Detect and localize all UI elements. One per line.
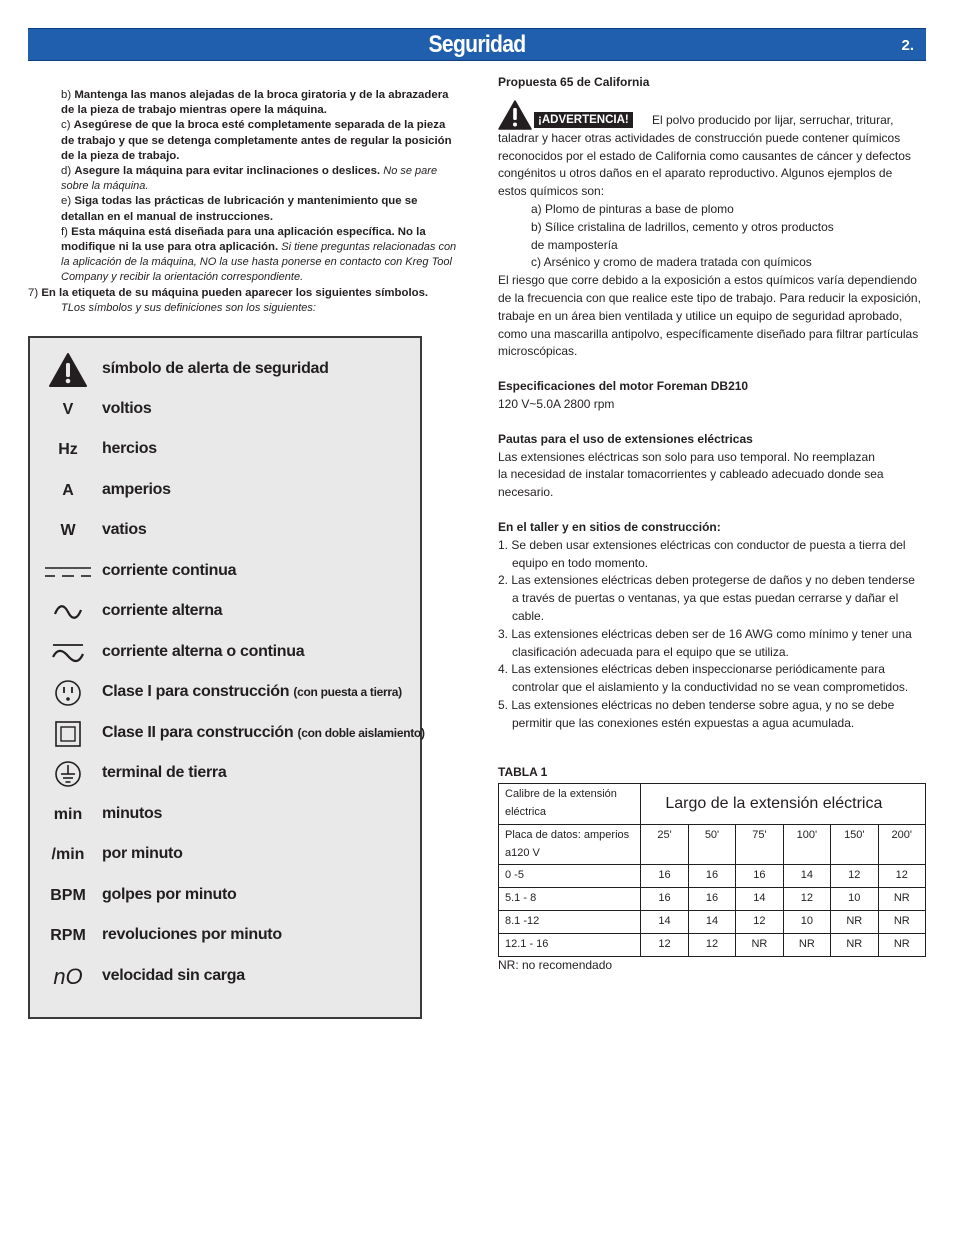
table-row: 12.1 - 16 12 12 NR NR NR NR: [499, 933, 926, 956]
symbol-label: por minuto: [102, 845, 183, 862]
no-load-speed-icon: nO: [53, 964, 83, 989]
symbol-row: [30, 957, 420, 997]
ac-dc-icon: [40, 633, 96, 673]
table-caption: TABLA 1: [498, 764, 548, 779]
warning-triangle-icon: [498, 100, 532, 130]
table-row: 5.1 - 8 16 16 14 12 10 NR: [499, 888, 926, 911]
prop65-heading: Propuesta 65 de California: [498, 75, 650, 89]
symbol-label: Clase II para construcción (con doble aislamiento): [102, 724, 425, 741]
symbol-row: [30, 390, 420, 430]
symbol-row: [30, 350, 420, 390]
symbol-row: [30, 633, 420, 673]
gauge-header: Calibre de la extensión eléctrica: [499, 784, 641, 825]
volts-icon: V: [62, 401, 74, 418]
symbol-label: revoluciones por minuto: [102, 926, 282, 943]
symbol-label: hercios: [102, 440, 157, 457]
right-column: Propuesta 65 de California ¡ADVERTENCIA! El polvo producido por lijar, serruchar, triturar, taladrar y hacer otras actividades de construcción puede contener químicos reconocidos por el estado de California como causantes de cáncer y defectos congénitos u otros daños en el aparato reproductivo. Algunos ejemplos de estos químicos son: a) Plomo de pinturas a base de plomo b) Sílice cristalina de ladrillos, cemento y otros productos de mampostería c) Arsénico y cromo de madera tratada con químicos El riesgo que corre debido a la exposición a estos químicos varía dependiendo de la frecuencia con que realice este tipo de trabajo. Para reducir la exposición, trabaje en un área bien ventilada y utilice un equipo de seguridad aprobado, como una mascarilla antipolvo, específicamente diseñado para filtrar partículas microscópicas. Especificaciones del motor Foreman DB210 120 V~5.0A 2800 rpm Pautas para el uso de extensiones eléctricas Las extensiones eléctricas son solo para uso temporal. No reemplazan la necesidad de instalar tomacorrientes y cableado adecuado donde sea necesario. En el taller y en sitios de construcción: 1. Se deben usar extensiones eléctricas con conductor de puesta a tierra del equipo en todo momento. 2. Las extensiones eléctricas deben protegerse de daños y no deben tenderse a través de puertas o ventanas, ya que estas puedan cerrarse y dañar el cable. 3. Las extensiones eléctricas deben ser de 16 AWG como mínimo y tener una clasificación adecuada para el equipo que se utiliza. 4. Las extensiones eléctricas deben inspeccionarse periódicamente para controlar que el aislamiento y la conductividad no se vean comprometidos. 5. Las extensiones eléctricas no deben tenderse sobre agua, y no se debe permitir que las conexiones estén expuestas a agua acumulada. TABLA 1 Calibre de la extensión eléctrica Largo de la extensión eléctrica Placa de datos: amperios a120 V 25' 50' 75' 100' 150' 200' 0 -5 16 16 16 14 12 12 5.1 - 8 16 16 14 12 10 NR 8.1 -12 14 14 12 10 NR NR 12.1 - 16 12 12 NR NR NR NR NR: no recomendado: [498, 74, 928, 974]
symbol-row: [30, 430, 420, 470]
list-item: b) Mantenga las manos alejadas de la broca giratoria y de la abrazadera de la pieza de trabajo mientras opere la máquina.: [61, 89, 449, 117]
per-minute-icon: /min: [51, 846, 85, 863]
symbol-row: [30, 673, 420, 713]
symbol-row: [30, 511, 420, 551]
symbol-label: golpes por minuto: [102, 886, 237, 903]
table-row: 0 -5 16 16 16 14 12 12: [499, 865, 926, 888]
symbol-label: Clase I para construcción (con puesta a tierra): [102, 683, 402, 700]
symbol-label: vatios: [102, 521, 147, 538]
table-row: 8.1 -12 14 14 12 10 NR NR: [499, 911, 926, 934]
symbol-label: corriente continua: [102, 562, 237, 579]
symbol-label: voltios: [102, 400, 152, 417]
class-2-icon: [40, 714, 96, 754]
symbol-label: minutos: [102, 805, 163, 822]
symbol-label: corriente alterna: [102, 602, 223, 619]
earth-terminal-icon: [40, 754, 96, 794]
symbol-row: [30, 714, 425, 754]
symbol-row: [30, 916, 420, 956]
symbol-label: corriente alterna o continua: [102, 643, 305, 660]
list-item: d) Asegure la máquina para evitar inclinaciones o deslices. No se pare sobre la máquina.: [61, 165, 438, 193]
table-footnote: NR: no recomendado: [498, 957, 613, 972]
symbols-table: [28, 336, 425, 1019]
workshop-heading: En el taller y en sitios de construcción:: [498, 519, 721, 534]
amps-header: Placa de datos: amperios a120 V: [499, 824, 641, 865]
symbol-row: [30, 795, 420, 835]
warning-triangle-icon: [40, 350, 96, 390]
alternating-current-icon: [40, 592, 96, 632]
amps-icon: A: [62, 482, 74, 499]
warning-line: [498, 100, 928, 130]
workshop-list: 1. Se deben usar extensiones eléctricas con conductor de puesta a tierra del equipo en todo momento. 2. Las extensiones eléctricas deben protegerse de daños y no deben tenderse a través de puertas o ventanas, ya que estas puedan cerrarse y dañar el cable. 3. Las extensiones eléctricas deben ser de 16 AWG como mínimo y tener una clasificación adecuada para el equipo que se utiliza. 4. Las extensiones eléctricas deben inspeccionarse periódicamente para controlar que el aislamiento y la conductividad no se vean comprometidos. 5. Las extensiones eléctricas no deben tenderse sobre agua, y no se debe permitir que las conexiones estén expuestas a agua acumulada.: [498, 537, 915, 730]
direct-current-icon: [40, 552, 96, 592]
symbol-row: [30, 471, 420, 511]
page-number: 2.: [901, 37, 914, 54]
symbol-row: [30, 754, 420, 794]
minutes-icon: min: [53, 806, 83, 823]
motor-heading: Especificaciones del motor Foreman DB210: [498, 379, 749, 394]
header-bar: [28, 28, 926, 61]
symbol-row: [30, 835, 420, 875]
symbol-label: amperios: [102, 481, 171, 498]
symbols-note: TLos símbolos y sus definiciones son los siguientes:: [61, 301, 316, 314]
symbol-label: símbolo de alerta de seguridad: [102, 360, 329, 377]
symbol-row: [30, 552, 420, 592]
symbol-label: velocidad sin carga: [102, 967, 245, 984]
left-safety-text: [28, 88, 458, 316]
warning-text: El polvo producido por lijar, serruchar, triturar,: [652, 112, 894, 127]
prop65-text: taladrar y hacer otras actividades de construcción puede contener químicos reconocidos por el estado de California como causantes de cáncer y defectos congénitos u otros daños en el aparato reproductivo. Algunos ejemplos de estos químicos son: a) Plomo de pinturas a base de plomo b) Sílice cristalina de ladrillos, cemento y otros productos de mampostería c) Arsénico y cromo de madera tratada con químicos El riesgo que corre debido a la exposición a estos químicos varía dependiendo de la frecuencia con que realice este tipo de trabajo. Para reducir la exposición, trabaje en un área bien ventilada y utilice un equipo de seguridad aprobado, como una mascarilla antipolvo, específicamente diseñado para filtrar partículas microscópicas.: [498, 130, 921, 359]
bpm-icon: BPM: [50, 887, 86, 904]
list-item: f) Esta máquina está diseñada para una aplicación específica. No la modifique ni la use para otra aplicación. Si tiene preguntas relacionadas con la aplicación de la máquina, NO la use hasta ponerse en contacto con Kreg Tool Company y recibir la orientación correspondiente.: [61, 225, 457, 284]
symbol-row: [30, 592, 420, 632]
extension-heading: Pautas para el uso de extensiones eléctricas: [498, 431, 753, 446]
watts-icon: W: [60, 522, 76, 539]
class-1-icon: [40, 673, 96, 713]
list-item: c) Asegúrese de que la broca esté completamente separada de la pieza de trabajo y que se detenga completamente antes de regular la posición de la pieza de trabajo.: [61, 119, 452, 162]
list-item: e) Siga todas las prácticas de lubricación y mantenimiento que se detallan en el manual de instrucciones.: [61, 195, 418, 223]
hertz-icon: Hz: [58, 441, 78, 458]
warning-badge: ¡ADVERTENCIA!: [534, 112, 633, 128]
length-header: Largo de la extensión eléctrica: [641, 784, 926, 825]
page-title: Seguridad: [428, 31, 526, 58]
symbol-label: terminal de tierra: [102, 764, 227, 781]
motor-spec: 120 V~5.0A 2800 rpm: [498, 396, 615, 411]
extension-cord-table: Calibre de la extensión eléctrica Largo de la extensión eléctrica Placa de datos: amperios a120 V 25' 50' 75' 100' 150' 200' 0 -5 16 16 16 14 12 12 5.1 - 8 16 16 14 12 10 NR 8.1 -12 14 14 12 10 NR NR 12.1 - 16 12 12 NR NR NR NR: [498, 783, 926, 956]
list-item: 7) En la etiqueta de su máquina pueden aparecer los siguientes símbolos.: [28, 286, 429, 299]
symbol-row: [30, 876, 420, 916]
rpm-icon: RPM: [50, 927, 86, 944]
